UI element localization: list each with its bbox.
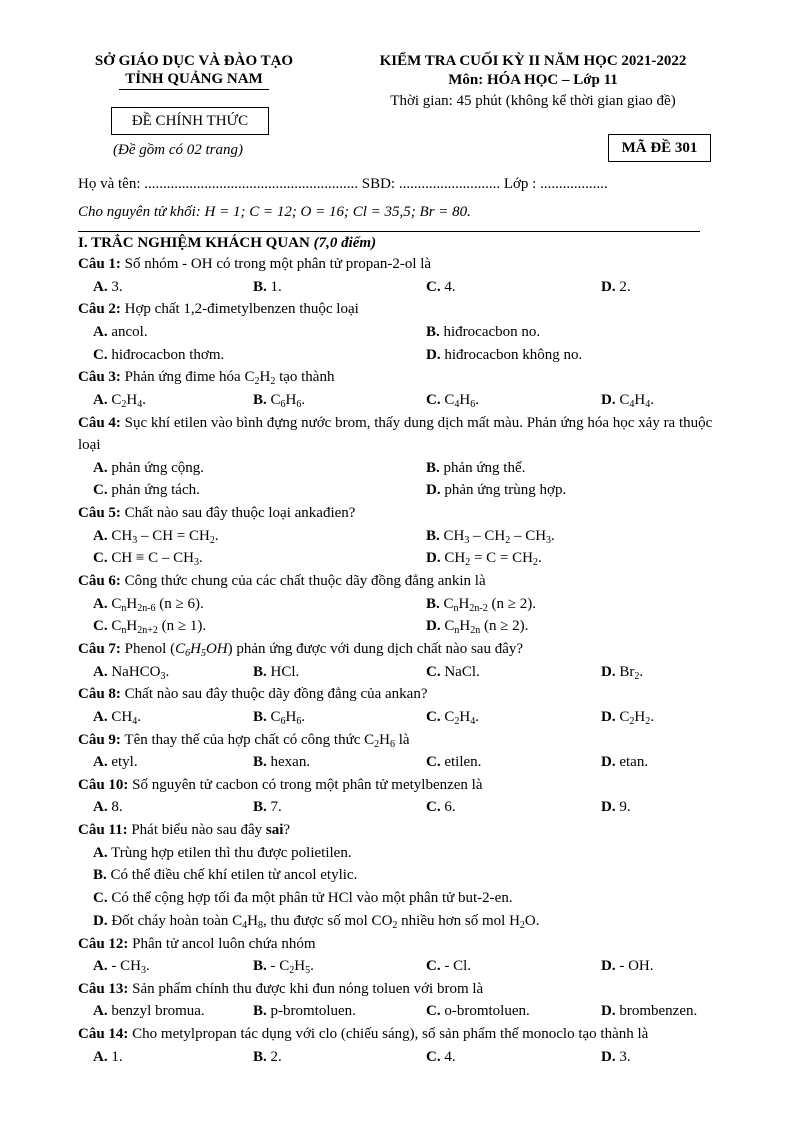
option-c: C. 4. xyxy=(426,1048,456,1065)
option-b: B. 2. xyxy=(253,1048,282,1065)
option-c: C. NaCl. xyxy=(426,663,480,680)
department-header xyxy=(70,52,318,90)
question-13: Câu 13: Sản phẩm chính thu được khi đun nóng toluen với brom là xyxy=(78,980,484,997)
option-b: B. $C_6H_6$. xyxy=(253,708,306,727)
option-c: C. - Cl. xyxy=(426,958,472,975)
option-a: A. $CH_3$ – CH = $CH_2$. xyxy=(93,527,219,546)
option-d: D. 9. xyxy=(601,799,631,816)
option-d: D. 2. xyxy=(601,278,631,295)
question-13-options xyxy=(78,1000,738,1023)
question-1: Câu 1: Số nhóm - OH có trong một phân tử propan-2-ol là xyxy=(78,256,432,272)
option-a: A. 3. xyxy=(93,278,123,295)
option-d: D. - OH. xyxy=(601,958,654,975)
option-c: C. etilen. xyxy=(426,754,482,771)
option-b: B. phản ứng thế. xyxy=(426,459,526,476)
option-a: A. $CH_4$. xyxy=(93,708,141,727)
question-2-options-cd xyxy=(78,344,738,367)
option-d: D. hiđrocacbon không no. xyxy=(426,346,583,363)
question-5: Câu 5: Chất nào sau đây thuộc loại ankađien? xyxy=(78,505,356,522)
question-4: Câu 4: Sục khí etilen vào bình đựng nước brom, thấy dung dịch mất màu. Phản ứng hóa học xảy ra thuộc loại xyxy=(78,414,713,454)
province-name: TỈNH QUẢNG NAM xyxy=(119,70,269,90)
option-a: A. benzyl bromua. xyxy=(93,1003,205,1020)
question-10-options xyxy=(78,796,738,819)
department-name: SỞ GIÁO DỤC VÀ ĐÀO TẠO xyxy=(94,53,294,69)
question-14: Câu 14: Cho metylpropan tác dụng với clo (chiếu sáng), số sản phẩm thế monoclo tạo thành là xyxy=(78,1026,649,1043)
option-b: B. 7. xyxy=(253,799,282,816)
question-6: Câu 6: Công thức chung của các chất thuộc dãy đồng đẳng ankin là xyxy=(78,573,486,590)
option-d: D. etan. xyxy=(601,754,649,771)
question-8: Câu 8: Chất nào sau đây thuộc dãy đồng đẳng của ankan? xyxy=(78,686,428,703)
section-title: I. TRẮC NGHIỆM KHÁCH QUAN (7,0 điểm) xyxy=(78,235,377,251)
option-c: C. $C_2H_4$. xyxy=(426,708,479,727)
question-12-options xyxy=(78,955,738,978)
question-6-options-ab xyxy=(78,593,738,616)
option-d: D. brombenzen. xyxy=(601,1003,698,1020)
question-12: Câu 12: Phân tử ancol luôn chứa nhóm xyxy=(78,935,316,952)
option-a: A. $C_nH_{2n-6}$ (n ≥ 6). xyxy=(93,595,204,614)
option-b: B. $C_6H_6$. xyxy=(253,391,306,410)
question-2-options-ab xyxy=(78,321,738,344)
option-a: A. ancol. xyxy=(93,323,148,340)
question-3-options xyxy=(78,389,738,412)
question-6-options-cd xyxy=(78,615,738,638)
atomic-masses: Cho nguyên tử khối: H = 1; C = 12; O = 16; Cl = 35,5; Br = 80. xyxy=(78,204,471,220)
student-info-line: Họ và tên: ......................................................... SBD: ........................... Lớp : .................. xyxy=(78,176,608,192)
option-a: A. Trùng hợp etilen thì thu được polietilen. xyxy=(93,844,352,861)
option-c: C. hiđrocacbon thơm. xyxy=(93,346,225,363)
option-b: B. hexan. xyxy=(253,754,311,771)
question-4-options-cd xyxy=(78,479,738,502)
option-a: A. phản ứng cộng. xyxy=(93,459,205,476)
option-b: B. Có thể điều chế khí etilen từ ancol etylic. xyxy=(93,867,358,884)
exam-header xyxy=(360,52,706,112)
option-a: A. NaHCO$_3$. xyxy=(93,663,170,682)
option-a: A. 8. xyxy=(93,799,123,816)
option-c: C. 6. xyxy=(426,799,456,816)
option-c: C. $C_nH_{2n+2}$ (n ≥ 1). xyxy=(93,618,207,637)
question-10: Câu 10: Số nguyên tử cacbon có trong một phân tử metylbenzen là xyxy=(78,776,483,793)
question-list xyxy=(78,234,738,1068)
option-a: A. - $CH_3$. xyxy=(93,958,150,977)
option-b: B. $C_nH_{2n-2}$ (n ≥ 2). xyxy=(426,595,536,614)
option-b: B. $CH_3 - CH_2 - CH_3$. xyxy=(426,527,555,546)
question-4-options-ab xyxy=(78,457,738,480)
option-d: D. Đốt cháy hoàn toàn $C_4H_8$, thu được số mol $CO_2$ nhiều hơn số mol $H_2O$. xyxy=(93,912,540,931)
option-a: A. etyl. xyxy=(93,754,138,771)
option-d: D. $C_nH_{2n}$ (n ≥ 2). xyxy=(426,618,529,637)
pages-note: (Đề gồm có 02 trang) xyxy=(113,142,243,158)
option-d: D. $CH_2 = C = CH_2$. xyxy=(426,550,542,569)
question-5-options-cd xyxy=(78,547,738,570)
option-c: C. $C_4H_6$. xyxy=(426,391,479,410)
option-d: D. $C_4H_4$. xyxy=(601,391,654,410)
exam-subject: Môn: HÓA HỌC – Lớp 11 xyxy=(448,72,618,88)
question-5-options-ab xyxy=(78,525,738,548)
divider xyxy=(78,231,700,232)
option-b: B. HCl. xyxy=(253,663,300,680)
option-a: A. 1. xyxy=(93,1048,123,1065)
option-c: C. o-bromtoluen. xyxy=(426,1003,530,1020)
question-8-options xyxy=(78,706,738,729)
option-b: B. 1. xyxy=(253,278,282,295)
question-7-options xyxy=(78,661,738,684)
option-b: B. - $C_2H_5$. xyxy=(253,958,314,977)
question-7: Câu 7: Phenol $(C_6H_5OH)$ phản ứng được với dung dịch chất nào sau đây? xyxy=(78,641,524,660)
section-points: (7,0 điểm) xyxy=(313,235,377,251)
official-label: ĐỀ CHÍNH THỨC xyxy=(111,107,269,135)
question-9: Câu 9: Tên thay thế của hợp chất có công thức $C_2H_6$ là xyxy=(78,731,410,750)
option-c: C. phản ứng tách. xyxy=(93,482,200,499)
question-1-options xyxy=(78,276,738,299)
question-14-options xyxy=(78,1046,738,1069)
question-11: Câu 11: Phát biểu nào sau đây sai? xyxy=(78,822,291,839)
exam-title: KIỂM TRA CUỐI KỲ II NĂM HỌC 2021-2022 xyxy=(379,53,687,69)
option-c: C. Có thể cộng hợp tối đa một phân tử HCl vào một phân tử but-2-en. xyxy=(93,890,513,907)
option-d: D. $C_2H_2$. xyxy=(601,708,654,727)
option-d: D. $Br_2$. xyxy=(601,663,644,682)
option-c: C. 4. xyxy=(426,278,456,295)
option-c: C. CH ≡ C – $CH_3$. xyxy=(93,550,203,569)
option-a: A. $C_2H_4$. xyxy=(93,391,146,410)
exam-duration: Thời gian: 45 phút (không kể thời gian giao đề) xyxy=(390,93,676,109)
option-d: D. 3. xyxy=(601,1048,631,1065)
question-3: Câu 3: Phản ứng đime hóa $C_2H_2$ tạo thành xyxy=(78,369,335,388)
exam-code: MÃ ĐỀ 301 xyxy=(608,134,711,162)
option-b: B. p-bromtoluen. xyxy=(253,1003,356,1020)
option-b: B. hiđrocacbon no. xyxy=(426,323,541,340)
question-2: Câu 2: Hợp chất 1,2-đimetylbenzen thuộc loại xyxy=(78,301,359,318)
option-d: D. phản ứng trùng hợp. xyxy=(426,482,567,499)
question-9-options xyxy=(78,751,738,774)
